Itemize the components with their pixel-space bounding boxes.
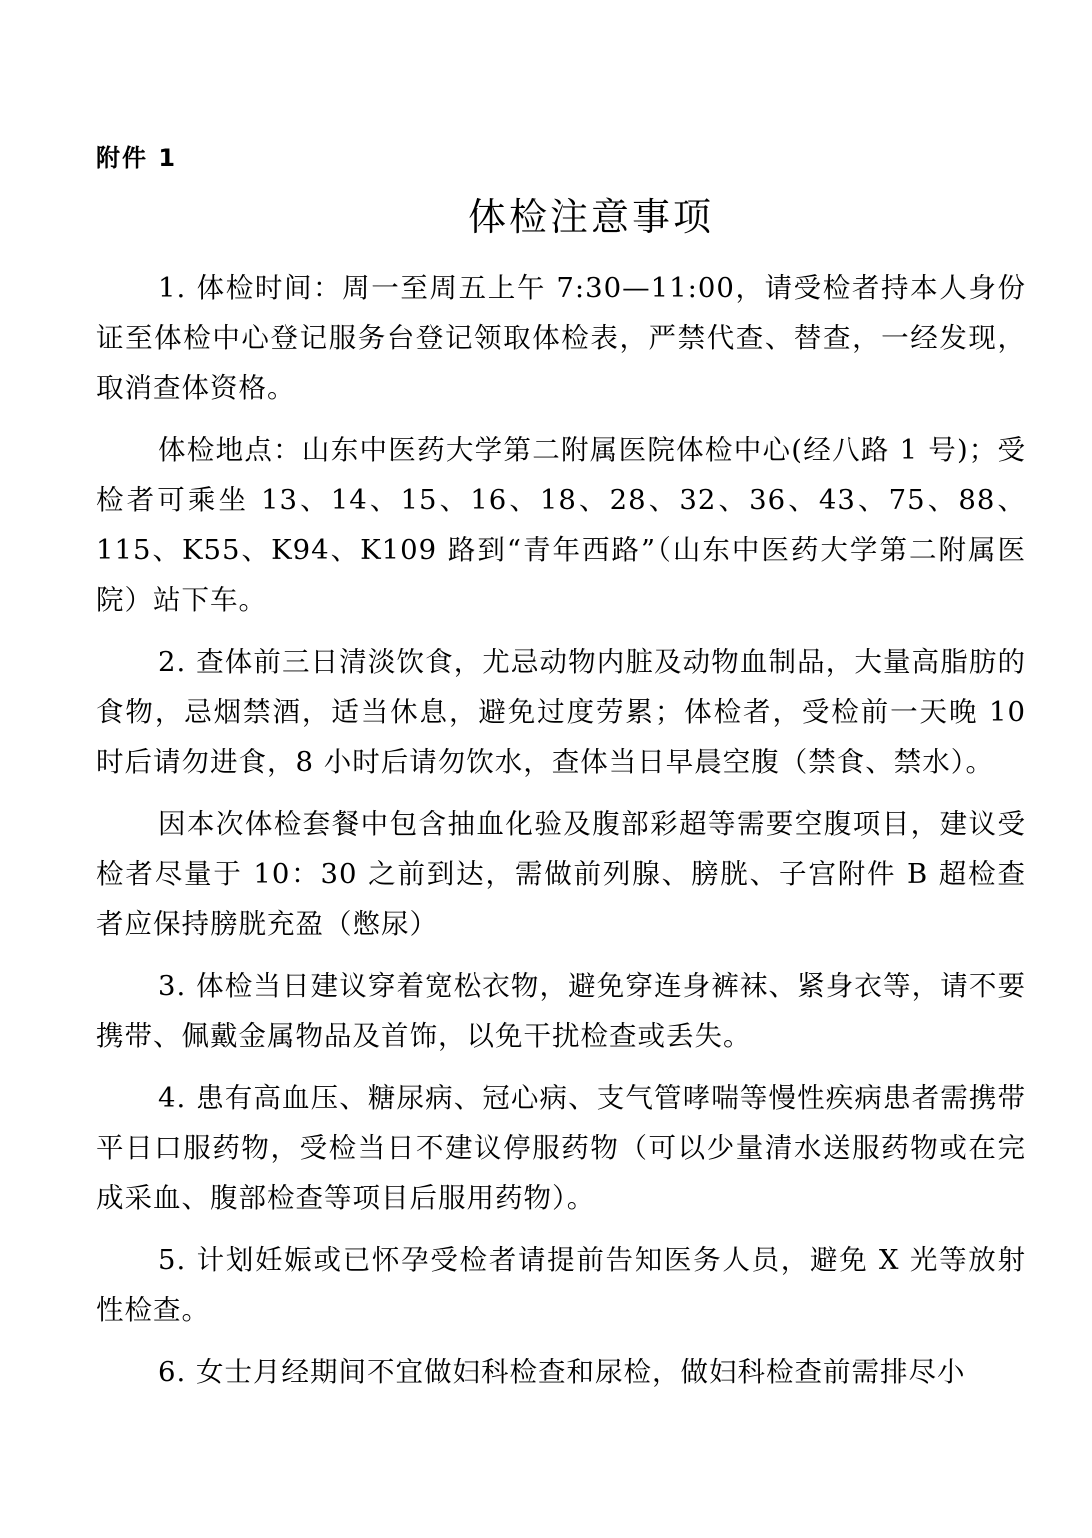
attachment-label: 附件 1 xyxy=(96,144,178,172)
paragraph-fasting-items: 因本次体检套餐中包含抽血化验及腹部彩超等需要空腹项目，建议受检者尽量于 10：30 之前到达，需做前列腺、膀胱、子宫附件 B 超检查者应保持膀胱充盈（憋尿） xyxy=(96,808,1026,940)
paragraph-chronic-disease: 4. 患有高血压、糖尿病、冠心病、支气管哮喘等慢性疾病患者需携带平日口服药物，受检当日不建议停服药物（可以少量清水送服药物或在完成采血、腹部检查等项目后服用药物）。 xyxy=(96,1082,1026,1214)
paragraph-exam-time: 1. 体检时间：周一至周五上午 7:30—11:00，请受检者持本人身份证至体检中心登记服务台登记领取体检表，严禁代查、替查，一经发现，取消查体资格。 xyxy=(96,272,1026,404)
paragraph-clothing: 3. 体检当日建议穿着宽松衣物，避免穿连身裤袜、紧身衣等，请不要携带、佩戴金属物品及首饰，以免干扰检查或丢失。 xyxy=(96,970,1026,1052)
page-title: 体检注意事项 xyxy=(467,195,714,239)
document-body xyxy=(96,263,1026,1409)
paragraph-pregnancy: 5. 计划妊娠或已怀孕受检者请提前告知医务人员，避免 X 光等放射性检查。 xyxy=(96,1244,1026,1326)
paragraph-exam-location: 体检地点：山东中医药大学第二附属医院体检中心(经八路 1 号)；受检者可乘坐 13、14、15、16、18、28、32、36、43、75、88、115、K55、K94、K109 路到“青年西路”（山东中医药大学第二附属医院）站下车。 xyxy=(96,434,1026,616)
paragraph-menstruation: 6. 女士月经期间不宜做妇科检查和尿检，做妇科检查前需排尽小 xyxy=(158,1356,966,1388)
paragraph-diet: 2. 查体前三日清淡饮食，尤忌动物内脏及动物血制品，大量高脂肪的食物，忌烟禁酒，适当休息，避免过度劳累；体检者，受检前一天晚 10 时后请勿进食，8 小时后请勿饮水，查体当日早晨空腹（禁食、禁水）。 xyxy=(96,646,1026,778)
